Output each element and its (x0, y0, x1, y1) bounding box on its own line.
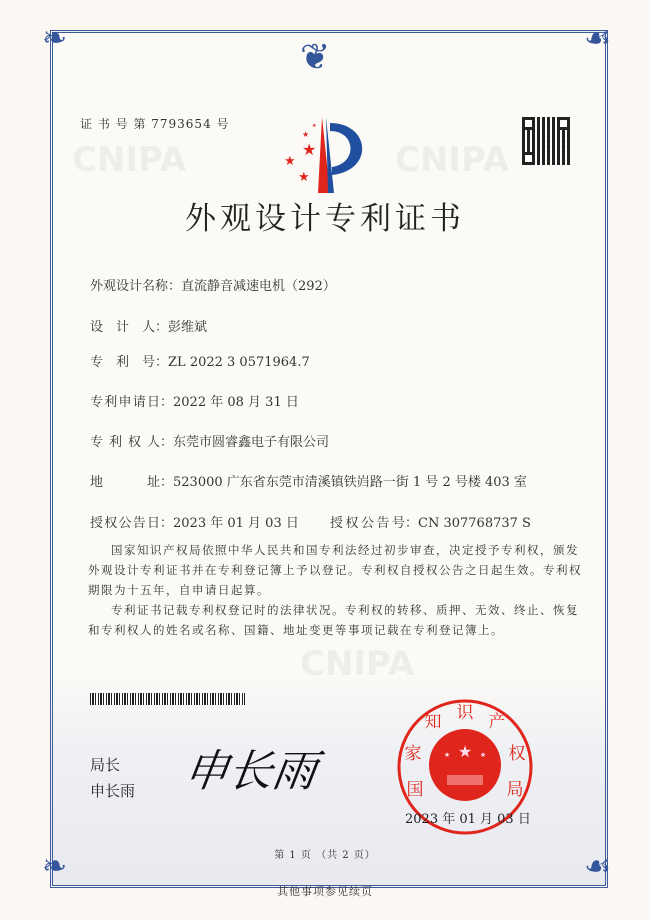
top-ornament-icon: ❦ (300, 37, 331, 78)
field-grant-date: 授权公告日：2023 年 01 月 03 日 (90, 516, 299, 531)
svg-text:知: 知 (424, 712, 442, 732)
field-patent-number: 专利号：ZL 2022 3 0571964.7 (90, 355, 310, 370)
field-address: 地址：523000 广东省东莞市清溪镇铁岿路一街 1 号 2 号楼 403 室 (90, 475, 527, 490)
seal-date: 2023 年 01 月 03 日 (405, 812, 531, 827)
corner-ornament-icon: ❧ (42, 21, 68, 56)
statement-paragraph: 专利证书记载专利权登记时的法律状况。专利权的转移、质押、无效、终止、恢复和专利权人的姓名或名称、国籍、地址变更等事项记载在专利登记簿上。 (88, 603, 579, 637)
field-designer: 设计人：彭维斌 (90, 320, 208, 335)
watermark: CNIPA (395, 140, 510, 180)
svg-text:产: 产 (488, 712, 506, 732)
svg-text:识: 识 (456, 703, 474, 723)
svg-text:★: ★ (443, 751, 451, 759)
svg-text:家: 家 (404, 744, 422, 764)
field-publication-number: 授权公告号：CN 307768737 S (330, 516, 531, 531)
director-signature: 申长雨 (180, 746, 320, 797)
director-title: 局长 (90, 756, 121, 774)
barcode (90, 693, 245, 705)
svg-text:★: ★ (284, 154, 296, 169)
watermark: CNIPA (300, 644, 415, 684)
corner-ornament-icon: ☙ (584, 849, 611, 884)
svg-text:局: 局 (506, 780, 524, 800)
svg-text:★: ★ (457, 742, 473, 761)
statement-paragraph: 国家知识产权局依照中华人民共和国专利法经过初步审查，决定授予专利权，颁发外观设计专利证书并在专利登记簿上予以登记。专利权自授权公告之日起生效。专利权期限为十五年，自申请日起算。 (88, 543, 582, 597)
watermark: CNIPA (72, 140, 187, 180)
corner-ornament-icon: ❧ (42, 849, 68, 884)
svg-text:★: ★ (302, 130, 310, 139)
footer-note: 其他事项参见续页 (277, 885, 373, 898)
svg-text:★: ★ (312, 123, 317, 129)
corner-ornament-icon: ☙ (584, 21, 611, 56)
qr-code[interactable] (522, 117, 570, 165)
cnipa-logo-icon (270, 115, 380, 195)
field-design-name: 外观设计名称：直流静音减速电机（292） (90, 279, 336, 294)
svg-text:国: 国 (406, 780, 424, 800)
director-block (90, 752, 135, 804)
statement-text (88, 540, 588, 640)
svg-text:★: ★ (302, 140, 317, 159)
certificate-title: 外观设计专利证书 (185, 201, 465, 237)
field-patentee: 专利权人：东莞市圆睿鑫电子有限公司 (90, 435, 330, 450)
certificate-number: 证 书 号 第 7793654 号 (80, 117, 230, 131)
page-number: 第 1 页 （共 2 页） (274, 850, 376, 861)
svg-text:★: ★ (298, 170, 310, 185)
svg-text:★: ★ (479, 751, 487, 759)
field-filing-date: 专利申请日：2022 年 08 月 31 日 (90, 395, 299, 410)
svg-text:权: 权 (508, 744, 526, 764)
director-name: 申长雨 (90, 782, 136, 800)
